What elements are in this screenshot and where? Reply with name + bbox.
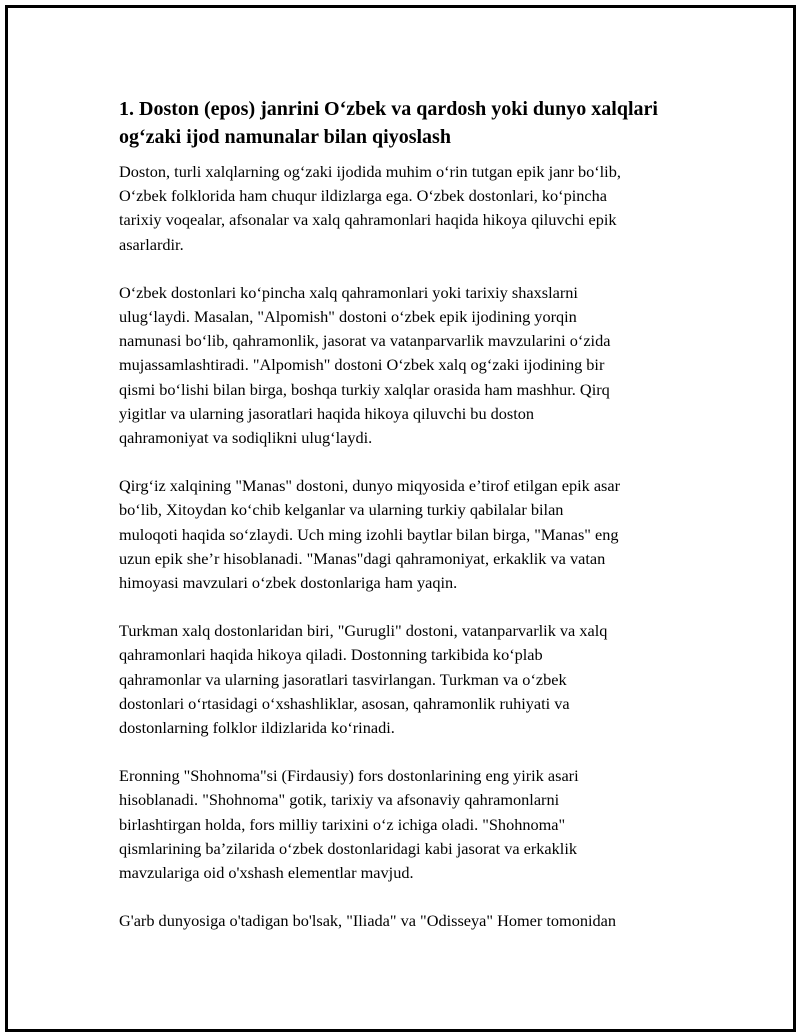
body-paragraph xyxy=(119,281,699,450)
paragraph-line: dostonlarning folklor ildizlarida ko‘rinadi. xyxy=(119,718,395,738)
paragraph-line: yigitlar va ularning jasoratlari haqida hikoya qiluvchi bu doston xyxy=(119,403,535,423)
body-paragraph xyxy=(119,474,699,595)
page-frame xyxy=(5,5,796,1032)
paragraph-line: hisoblanadi. "Shohnoma" gotik, tarixiy va afsonaviy qahramonlarni xyxy=(119,790,560,810)
heading-line: 1. Doston (epos) janrini O‘zbek va qardosh yoki dunyo xalqlari xyxy=(119,98,658,120)
paragraph-line: G'arb dunyosiga o'tadigan bo'lsak, "Iliada" va "Odisseya" Homer tomonidan xyxy=(119,911,617,931)
paragraph-line: namunasi bo‘lib, qahramonlik, jasorat va vatanparvarlik mavzularini o‘zida xyxy=(119,331,611,351)
paragraph-line: qismi bo‘lishi bilan birga, boshqa turkiy xalqlar orasida ham mashhur. Qirq xyxy=(119,379,610,399)
body-paragraph xyxy=(119,619,699,740)
paragraph-line: asarlardir. xyxy=(119,234,184,254)
paragraph-line: Eronning "Shohnoma"si (Firdausiy) fors dostonlarining eng yirik asari xyxy=(119,766,579,786)
paragraph-line: O‘zbek dostonlari ko‘pincha xalq qahramonlari yoki tarixiy shaxslarni xyxy=(119,282,578,302)
paragraph-line: qahramoniyat va sodiqlikni ulug‘laydi. xyxy=(119,428,373,448)
paragraph-line: himoyasi mavzulari o‘zbek dostonlariga ham yaqin. xyxy=(119,573,458,593)
paragraph-line: Doston, turli xalqlarning og‘zaki ijodida muhim o‘rin tutgan epik janr bo‘lib, xyxy=(119,162,621,181)
body-paragraph xyxy=(119,160,699,257)
body-paragraph xyxy=(119,909,699,933)
paragraph-line: qahramonlar va ularning jasoratlari tasvirlangan. Turkman va o‘zbek xyxy=(119,669,567,689)
paragraph-line: O‘zbek folklorida ham chuqur ildizlarga ega. O‘zbek dostonlari, ko‘pincha xyxy=(119,186,607,206)
paragraph-line: ulug‘laydi. Masalan, "Alpomish" dostoni o‘zbek epik ijodining yorqin xyxy=(119,307,577,327)
paragraph-line: tarixiy voqealar, afsonalar va xalq qahramonlari haqida hikoya qiluvchi epik xyxy=(119,210,617,230)
body-paragraph xyxy=(119,764,699,885)
document-content xyxy=(119,95,699,957)
section-heading xyxy=(119,95,699,151)
paragraph-line: qahramonlari haqida hikoya qiladi. Dostonning tarkibida ko‘plab xyxy=(119,645,543,665)
paragraph-line: muloqoti haqida so‘zlaydi. Uch ming izohli baytlar bilan birga, "Manas" eng xyxy=(119,524,619,544)
paragraph-line: Turkman xalq dostonlaridan biri, "Gurugli" dostoni, vatanparvarlik va xalq xyxy=(119,621,608,641)
paragraph-line: mujassamlashtiradi. "Alpomish" dostoni O‘zbek xalq og‘zaki ijodining bir xyxy=(119,355,605,375)
paragraph-line: dostonlari o‘rtasidagi o‘xshashliklar, asosan, qahramonlik ruhiyati va xyxy=(119,693,570,713)
paragraph-line: birlashtirgan holda, fors milliy tarixini o‘z ichiga oladi. "Shohnoma" xyxy=(119,814,566,834)
paragraph-line: mavzulariga oid o'xshash elementlar mavjud. xyxy=(119,863,414,883)
paragraph-line: uzun epik she’r hisoblanadi. "Manas"dagi qahramoniyat, erkaklik va vatan xyxy=(119,548,606,568)
paragraphs-container xyxy=(119,160,699,933)
paragraph-line: qismlarining ba’zilarida o‘zbek dostonlaridagi kabi jasorat va erkaklik xyxy=(119,838,577,858)
paragraph-line: Qirg‘iz xalqining "Manas" dostoni, dunyo miqyosida e’tirof etilgan epik asar xyxy=(119,476,621,496)
paragraph-line: bo‘lib, Xitoydan ko‘chib kelganlar va ularning turkiy qabilalar bilan xyxy=(119,500,564,520)
heading-line: og‘zaki ijod namunalar bilan qiyoslash xyxy=(119,126,451,148)
